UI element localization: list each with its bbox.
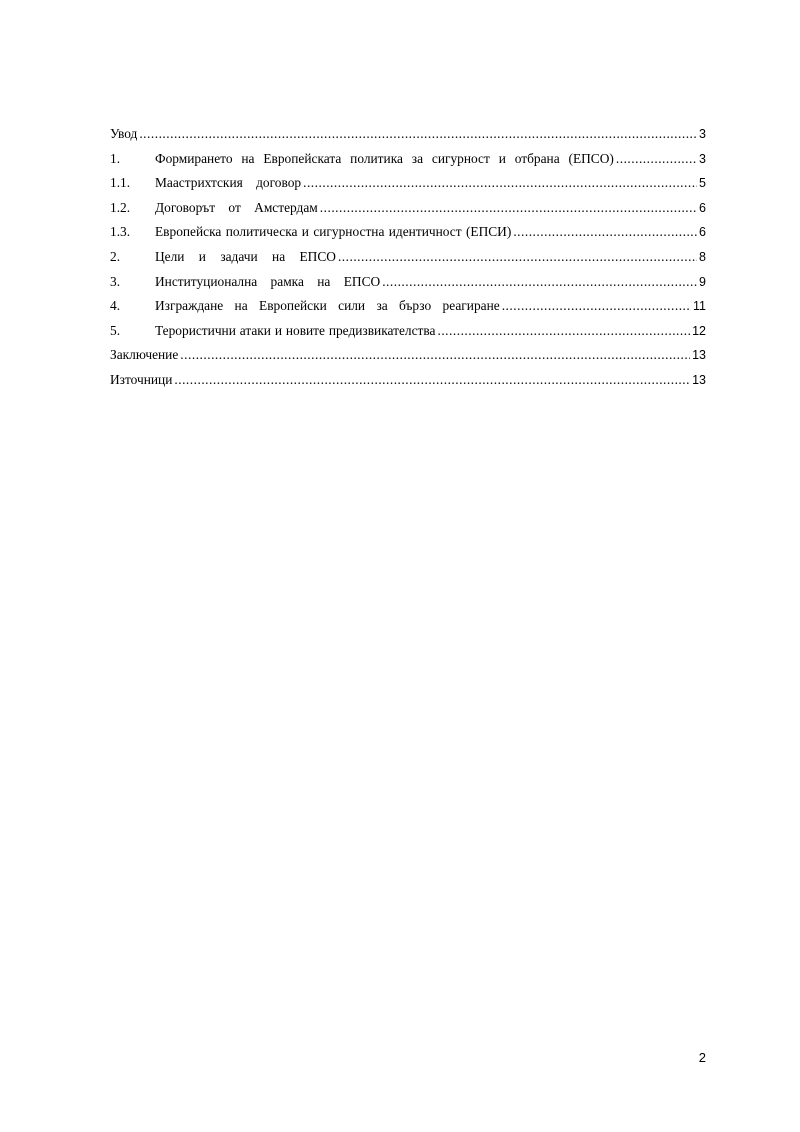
toc-dot-leader: [502, 294, 691, 319]
toc-entry-page: 6: [699, 200, 706, 215]
toc-entry-page: 8: [699, 249, 706, 264]
toc-entry-intro[interactable]: [110, 122, 706, 147]
toc-dot-leader: [513, 220, 697, 245]
toc-dot-leader: [382, 270, 697, 295]
toc-entry-4[interactable]: [110, 294, 706, 319]
toc-entry-1-1[interactable]: [110, 171, 706, 196]
toc-entry-number: 1.: [110, 150, 121, 166]
toc-entry-title: Маастрихтския договор: [155, 175, 302, 191]
toc-entry-title: Формирането на Европейската политика за сигурност и отбрана (ЕПСО): [155, 150, 614, 166]
toc-dot-leader: [616, 147, 697, 172]
toc-entry-number: 5.: [110, 322, 121, 338]
toc-entry-title: Цели и задачи на ЕПСО: [155, 248, 336, 264]
toc-entry-1-3[interactable]: [110, 220, 706, 245]
toc-entry-title: Институционална рамка на ЕПСО: [155, 273, 381, 289]
toc-entry-page: 12: [692, 323, 706, 338]
toc-entry-title: Източници: [110, 371, 173, 387]
toc-entry-number: 1.2.: [110, 199, 131, 215]
toc-entry-number: 1.1.: [110, 175, 131, 191]
toc-entry-1[interactable]: [110, 147, 706, 172]
toc-entry-2[interactable]: [110, 245, 706, 270]
toc-entry-number: 1.3.: [110, 224, 131, 240]
table-of-contents: [110, 122, 706, 393]
toc-entry-1-2[interactable]: [110, 196, 706, 221]
toc-dot-leader: [180, 343, 690, 368]
toc-entry-title: Заключение: [110, 347, 179, 363]
toc-dot-leader: [139, 122, 697, 147]
toc-entry-title: Договорът от Амстердам: [155, 199, 318, 215]
toc-dot-leader: [303, 171, 697, 196]
toc-dot-leader: [338, 245, 697, 270]
toc-dot-leader: [174, 368, 690, 393]
toc-dot-leader: [320, 196, 697, 221]
toc-entry-title: Терористични атаки и новите предизвикателства: [155, 322, 436, 338]
toc-entry-3[interactable]: [110, 270, 706, 295]
page-number: 2: [698, 1050, 706, 1065]
toc-entry-title: Увод: [110, 126, 138, 141]
toc-entry-conclusion[interactable]: [110, 343, 706, 368]
toc-entry-number: 2.: [110, 248, 121, 264]
toc-entry-number: 3.: [110, 273, 121, 289]
toc-entry-page: 13: [692, 348, 706, 363]
toc-entry-sources[interactable]: [110, 368, 706, 393]
toc-entry-title: Европейска политическа и сигурностна идентичност (ЕПСИ): [155, 224, 512, 240]
toc-entry-page: 13: [692, 372, 706, 387]
toc-dot-leader: [437, 319, 690, 344]
toc-entry-page: 5: [699, 176, 706, 191]
toc-entry-5[interactable]: [110, 319, 706, 344]
toc-entry-page: 3: [699, 127, 706, 141]
toc-entry-page: 11: [693, 299, 706, 314]
toc-entry-page: 3: [699, 151, 706, 166]
toc-entry-page: 9: [699, 274, 706, 289]
toc-entry-title: Изграждане на Европейски сили за бързо реагиране: [155, 298, 500, 314]
toc-entry-number: 4.: [110, 298, 121, 314]
toc-entry-page: 6: [699, 225, 706, 240]
